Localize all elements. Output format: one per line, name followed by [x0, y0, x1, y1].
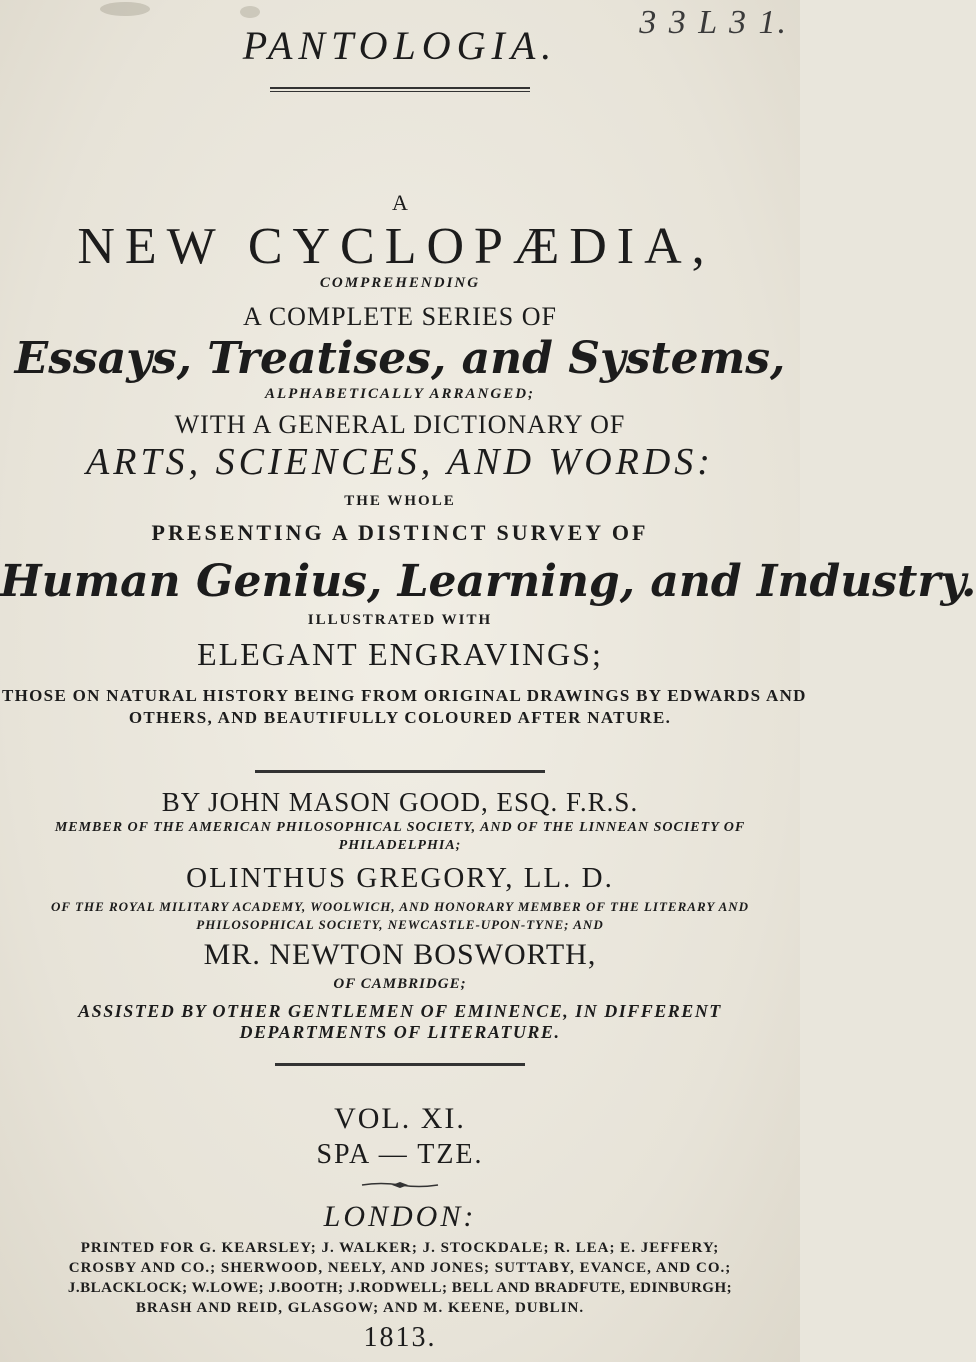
- author-line: BY JOHN MASON GOOD, ESQ. F.R.S.: [161, 787, 639, 817]
- assisted-line: DEPARTMENTS OF LITERATURE.: [239, 1022, 561, 1042]
- title-new-cyclopaedia: NEW CYCLOPÆDIA,: [77, 218, 715, 275]
- presenting-line: PRESENTING A DISTINCT SURVEY OF: [151, 520, 649, 545]
- volume-number: VOL. XI.: [334, 1102, 466, 1135]
- imprint-city: LONDON:: [323, 1200, 477, 1233]
- elegant-engravings-line: ELEGANT ENGRAVINGS;: [197, 636, 603, 672]
- ink-smudge: [240, 6, 260, 18]
- natural-history-line: OTHERS, AND BEAUTIFULLY COLOURED AFTER NATURE.: [128, 708, 672, 727]
- divider-rule: [275, 1063, 525, 1066]
- author-affiliation-line: PHILOSOPHICAL SOCIETY, NEWCASTLE-UPON-TYNE; AND: [196, 917, 604, 932]
- assisted-line: ASSISTED BY OTHER GENTLEMEN OF EMINENCE, IN DIFFERENT: [78, 1001, 722, 1021]
- divider-rule: [255, 770, 545, 773]
- natural-history-line: THOSE ON NATURAL HISTORY BEING FROM ORIGINAL DRAWINGS BY EDWARDS AND: [2, 686, 807, 705]
- ornament-rule: [362, 1180, 438, 1190]
- comprehending-label: COMPREHENDING: [319, 275, 481, 291]
- author-line: OLINTHUS GREGORY, LL. D.: [186, 862, 614, 894]
- arts-sciences-line: ARTS, SCIENCES, AND WORDS:: [86, 441, 714, 483]
- ink-smudge: [100, 2, 150, 16]
- the-whole-label: THE WHOLE: [344, 493, 456, 509]
- dictionary-line: WITH A GENERAL DICTIONARY OF: [174, 410, 626, 439]
- human-genius-line: Human Genius, Learning, and Industry.: [0, 556, 976, 607]
- article-a: A: [392, 190, 408, 215]
- divider-rule: [270, 87, 530, 89]
- author-affiliation-line: OF CAMBRIDGE;: [333, 976, 467, 992]
- imprint-line: CROSBY AND CO.; SHERWOOD, NEELY, AND JONES; SUTTABY, EVANCE, AND CO.;: [68, 1260, 732, 1276]
- author-affiliation-line: OF THE ROYAL MILITARY ACADEMY, WOOLWICH, AND HONORARY MEMBER OF THE LITERARY AND: [50, 899, 750, 914]
- imprint-line: J.BLACKLOCK; W.LOWE; J.BOOTH; J.RODWELL; BELL AND BRADFUTE, EDINBURGH;: [67, 1280, 733, 1296]
- complete-series-line: A COMPLETE SERIES OF: [243, 302, 557, 331]
- shelfmark: 3 3 L 3 1.: [639, 4, 788, 41]
- volume-range: SPA — TZE.: [316, 1139, 484, 1170]
- imprint-line: BRASH AND REID, GLASGOW; AND M. KEENE, DUBLIN.: [135, 1300, 585, 1316]
- divider-rule: [270, 91, 530, 92]
- author-line: MR. NEWTON BOSWORTH,: [203, 938, 597, 971]
- alphabetically-label: ALPHABETICALLY ARRANGED;: [264, 386, 536, 402]
- essays-line: Essays, Treatises, and Systems,: [14, 333, 786, 384]
- illustrated-label: ILLUSTRATED WITH: [307, 612, 493, 628]
- author-affiliation-line: PHILADELPHIA;: [338, 838, 462, 853]
- publication-year: 1813.: [363, 1322, 437, 1353]
- title-pantologia: PANTOLOGIA.: [242, 23, 558, 68]
- author-affiliation-line: MEMBER OF THE AMERICAN PHILOSOPHICAL SOCIETY, AND OF THE LINNEAN SOCIETY OF: [54, 820, 746, 835]
- imprint-line: PRINTED FOR G. KEARSLEY; J. WALKER; J. STOCKDALE; R. LEA; E. JEFFERY;: [80, 1240, 720, 1256]
